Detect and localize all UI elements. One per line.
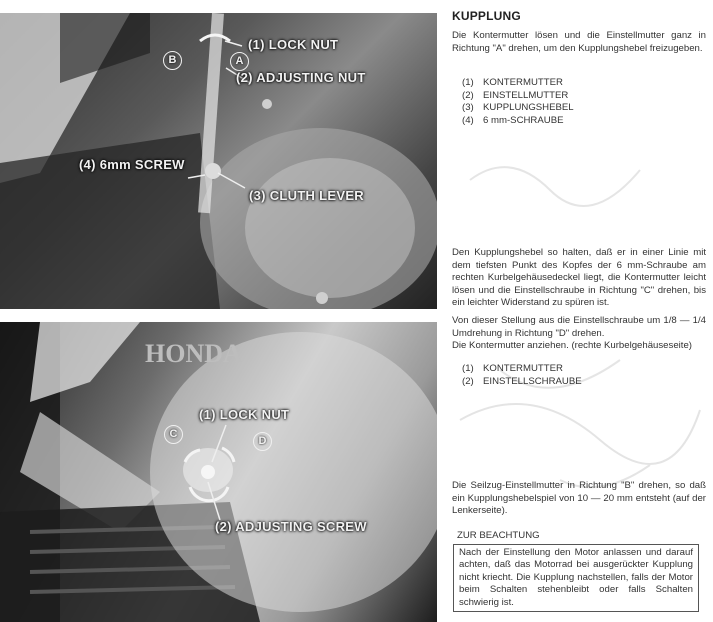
callout-clutch-lever: (3) CLUTH LEVER [249,188,364,203]
list-item: (2) EINSTELLSCHRAUBE [462,375,582,387]
direction-label-a: A [230,52,249,71]
callout-6mm-screw: (4) 6mm SCREW [79,157,185,172]
list-item: (2) EINSTELLMUTTER [462,89,569,101]
intro-paragraph: Die Kontermutter lösen und die Einstellmutter ganz in Richtung "A" drehen, um den Kupplungshebel freizugeben. [452,30,706,54]
note-title: ZUR BEACHTUNG [457,530,540,541]
direction-label-b: B [163,51,182,70]
section-title: KUPPLUNG [452,9,521,23]
photo-clutch-adjusting-screw [0,322,437,622]
paragraph-adjust-lever: Den Kupplungshebel so halten, daß er in einer Linie mit dem tiefsten Punkt des Kopfes der 6 mm-Schraube am rechten Kurbelgehäusedeckel liegt, die Kontermutter leicht lösen und die Einstellschraube in Richtung "C" drehen, bis ein leichter Widerstand zu spüren ist. [452,247,706,309]
paragraph-turn-screw: Von dieser Stellung aus die Einstellschraube um 1/8 — 1/4 Umdrehung in Richtung "D" drehen. Die Kontermutter anziehen. (rechte Kurbelgehäuseseite) [452,315,706,352]
photo-top-shapes [0,13,437,309]
note-box: Nach der Einstellung den Motor anlassen und darauf achten, daß das Motorrad bei ausgerückter Kupplung nicht kriecht. Die Kupplung nachstellen, falls der Motor beim Schalten stehenbleibt oder falls Schalten schwierig ist. [453,544,699,612]
callout-adjusting-nut: (2) ADJUSTING NUT [236,70,366,85]
direction-label-c: C [164,425,183,444]
photo-clutch-cable-adjuster [0,13,437,309]
list-item: (1) KONTERMUTTER [462,77,563,88]
photo-bottom-shapes [0,322,437,622]
direction-label-d: D [253,432,272,451]
list-item: (4) 6 mm-SCHRAUBE [462,114,564,126]
honda-emboss: HONDA [145,339,242,368]
list-item: (3) KUPPLUNGSHEBEL [462,102,574,114]
parts-list-1 [452,77,706,127]
parts-list-2 [452,363,706,388]
list-item: (1) KONTERMUTTER [462,363,563,374]
callout-adjusting-screw: (2) ADJUSTING SCREW [215,519,367,534]
callout-lock-nut: (1) LOCK NUT [248,37,339,52]
callout-lock-nut-bottom: (1) LOCK NUT [199,407,290,422]
background-smudge-marks [440,120,710,600]
paragraph-cable-adjust: Die Seilzug-Einstellmutter in Richtung "B" drehen, so daß ein Kupplungshebelspiel von 10 — 20 mm entsteht (auf der Lenkerseite). [452,480,706,517]
